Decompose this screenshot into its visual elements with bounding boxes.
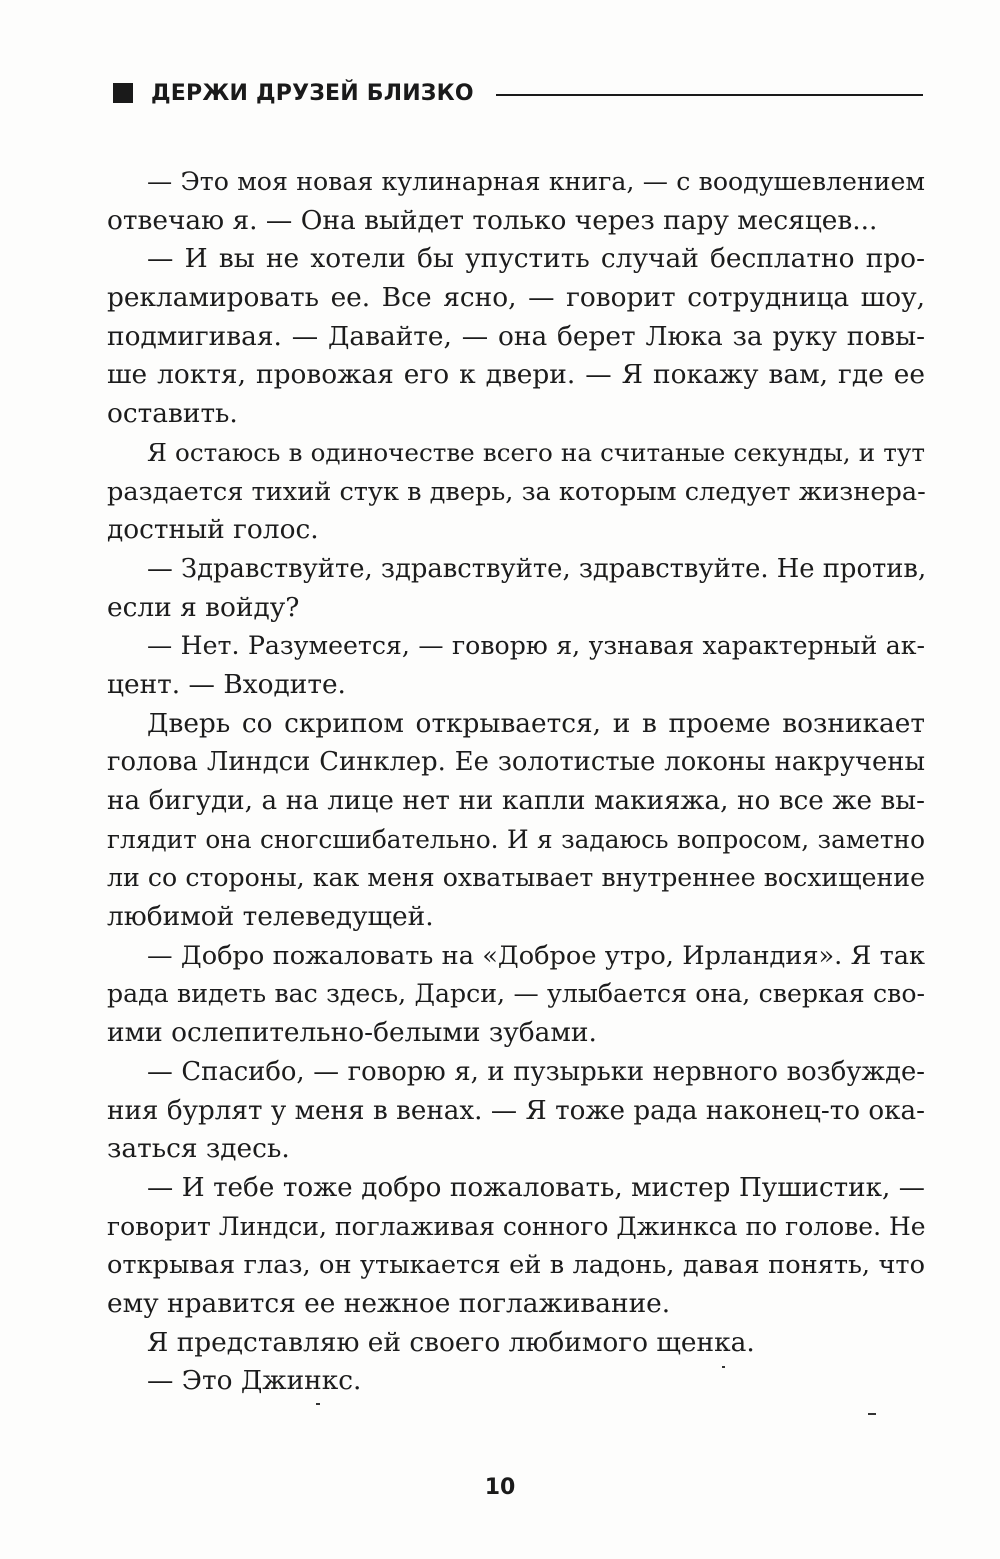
page-number: 10 bbox=[484, 1475, 516, 1500]
text-line: ше локтя, провожая его к двери. — Я покажу вам, где ее bbox=[107, 359, 925, 391]
header-square-mark bbox=[113, 83, 133, 103]
text-line: — Добро пожаловать на «Доброе утро, Ирландия». Я так bbox=[147, 940, 925, 971]
text-line: ли со стороны, как меня охватывает внутреннее восхищение bbox=[107, 863, 925, 893]
text-line: заться здесь. bbox=[107, 1133, 290, 1165]
text-line: достный голос. bbox=[107, 514, 319, 546]
text-line: глядит она сногсшибательно. И я задаюсь вопросом, заметно bbox=[107, 824, 925, 854]
text-line: рада видеть вас здесь, Дарси, — улыбается она, сверкая сво- bbox=[107, 979, 925, 1009]
scan-speck bbox=[722, 1366, 725, 1368]
text-line: — И тебе тоже добро пожаловать, мистер Пушистик, — bbox=[147, 1172, 925, 1203]
header-rule bbox=[496, 94, 923, 96]
text-line: — И вы не хотели бы упустить случай бесплатно про- bbox=[147, 243, 925, 275]
text-line: рекламировать ее. Все ясно, — говорит сотрудница шоу, bbox=[107, 282, 925, 314]
text-line: Я остаюсь в одиночестве всего на считаные секунды, и тут bbox=[147, 437, 925, 467]
text-line: раздается тихий стук в дверь, за которым следует жизнера- bbox=[107, 476, 926, 507]
text-line: ния бурлят у меня в венах. — Я тоже рада наконец-то ока- bbox=[107, 1095, 925, 1126]
text-line: оставить. bbox=[107, 398, 238, 430]
text-line: ему нравится ее нежное поглаживание. bbox=[107, 1287, 671, 1319]
text-line: Я представляю ей своего любимого щенка. bbox=[147, 1326, 755, 1358]
text-line: ими ослепительно-белыми зубами. bbox=[107, 1017, 597, 1049]
text-line: — Нет. Разумеется, — говорю я, узнавая характерный ак- bbox=[147, 631, 925, 661]
text-line: Дверь со скрипом открывается, и в проеме возникает bbox=[147, 707, 925, 739]
scan-speck bbox=[868, 1413, 876, 1415]
text-line: цент. — Входите. bbox=[107, 668, 346, 700]
header-title: ДЕРЖИ ДРУЗЕЙ БЛИЗКО bbox=[151, 80, 474, 106]
text-line: отвечаю я. — Она выйдет только через пару месяцев... bbox=[107, 204, 878, 236]
text-line: подмигивая. — Давайте, — она берет Люка за руку повы- bbox=[107, 320, 925, 352]
body-text bbox=[107, 163, 925, 1401]
text-line: на бигуди, а на лице нет ни капли макияжа, но все же вы- bbox=[107, 786, 925, 816]
text-line: говорит Линдси, поглаживая сонного Джинкса по голове. Не bbox=[107, 1211, 926, 1241]
text-line: — Спасибо, — говорю я, и пузырьки нервного возбужде- bbox=[147, 1056, 925, 1087]
text-line: — Здравствуйте, здравствуйте, здравствуйте. Не против, bbox=[147, 553, 927, 584]
text-line: если я войду? bbox=[107, 591, 300, 623]
running-header bbox=[113, 78, 923, 108]
text-line: любимой телеведущей. bbox=[107, 901, 434, 933]
text-line: открывая глаз, он утыкается ей в ладонь, давая понять, что bbox=[107, 1250, 925, 1281]
text-line: — Это Джинкс. bbox=[147, 1365, 362, 1397]
scan-speck bbox=[316, 1403, 320, 1405]
text-line: — Это моя новая кулинарная книга, — с воодушевлением bbox=[147, 167, 925, 196]
text-line: голова Линдси Синклер. Ее золотистые локоны накручены bbox=[107, 747, 925, 778]
